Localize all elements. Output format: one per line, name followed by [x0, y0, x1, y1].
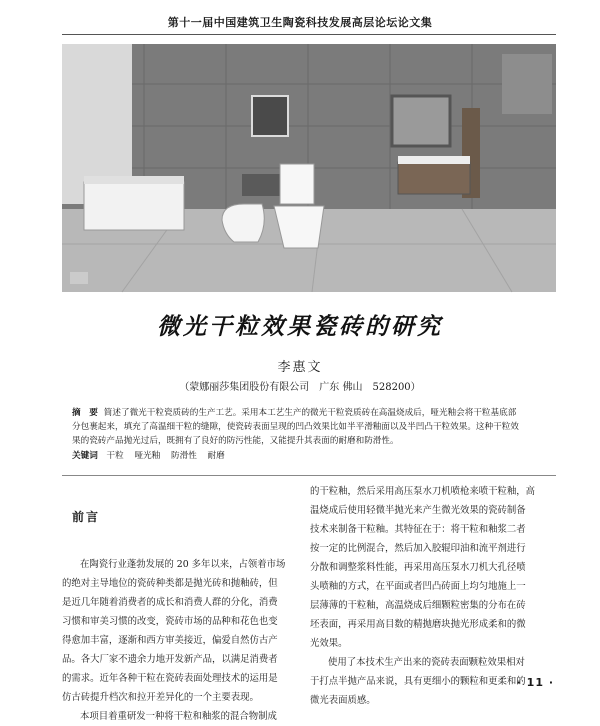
body-line: 技术来制备干粒釉。其特征在于：将干粒和釉浆二者 — [310, 524, 526, 535]
keywords-label: 关键词 — [72, 451, 98, 461]
bathroom-photo — [62, 44, 556, 292]
abstract-label: 摘 要 — [72, 408, 98, 418]
body-line: 品。各大厂家不遗余力地开发新产品，以满足消费者 — [62, 654, 278, 665]
body-line: 的绝对主导地位的瓷砖种类都是抛光砖和抛釉砖，但 — [62, 578, 278, 589]
section-heading: 前言 — [72, 510, 101, 524]
body-line: 坯表面，再采用高目数的精抛磨块抛光形成柔和的微 — [310, 619, 526, 630]
abstract-line — [72, 406, 546, 420]
abstract-line: 分包裹起来，填充了高温细干粒的缝隙，使瓷砖表面呈现的凹凸效果比如半平滑釉面以及半凹凸干粒效果。这种干粒效 — [72, 422, 519, 432]
body-line: 光效果。 — [310, 638, 348, 649]
page-number: · 11 · — [516, 676, 554, 689]
body-line: 温烧成后使用轻微半抛光来产生微光效果的瓷砖制备 — [310, 505, 526, 516]
body-line: 层薄薄的干粒釉，高温烧成后细颗粒密集的分布在砖 — [310, 600, 526, 611]
body-line: 仿古砖提升档次和拉开差异化的一个主要表现。 — [62, 692, 259, 703]
column-rule — [62, 475, 556, 476]
body-line: 使用了本技术生产出来的瓷砖表面颗粒效果相对 — [328, 657, 525, 668]
body-line: 的干粒釉，然后采用高压泵水刀机喷枪来喷干粒釉，高 — [310, 486, 536, 497]
body-line: 在陶瓷行业蓬勃发展的 20 多年以来，占领着市场 — [80, 559, 286, 570]
body-line: 分散和调整浆料性能，再采用高压泵水刀机大孔径喷 — [310, 562, 526, 573]
body-line: 得愈加丰富，逐渐和西方审美接近，偏爱自然仿古产 — [62, 635, 278, 646]
body-line: 微光表面质感。 — [310, 695, 376, 706]
keyword: 防滑性 — [171, 451, 197, 461]
photo-watermark — [70, 272, 88, 284]
abstract-line: 果的瓷砖产品抛光过后，既拥有了良好的防污性能，又能提升其表面的耐磨和防滑性。 — [72, 436, 399, 446]
body-line: 习惯和审美习惯的改变，瓷砖市场的品种和花色也变 — [62, 616, 278, 627]
paper-title: 微光干粒效果瓷砖的研究 — [157, 314, 443, 340]
author-name: 李惠文 — [277, 360, 323, 375]
header-rule — [62, 34, 556, 35]
keywords — [72, 449, 546, 463]
keyword: 耐磨 — [207, 451, 225, 461]
body-line: 是近几年随着消费者的成长和消费人群的分化，消费 — [62, 597, 278, 608]
author-affiliation: （蒙娜丽莎集团股份有限公司 广东 佛山 528200） — [179, 382, 421, 393]
body-line: 按一定的比例混合，然后加入胶辊印油和流平剂进行 — [310, 543, 526, 554]
bathroom-photo-icon — [62, 44, 556, 292]
abstract — [72, 406, 546, 463]
body-line: 头喷釉的方式，在平面或者凹凸砖面上均匀地施上一 — [310, 581, 526, 592]
body-line: 的需求。近年各种干粒在瓷砖表面处理技术的运用是 — [62, 673, 278, 684]
body-line: 本项目着重研发一种将干粒和釉浆的混合物制成 — [80, 711, 277, 722]
left-column — [62, 482, 298, 726]
running-header: 第十一届中国建筑卫生陶瓷科技发展高层论坛论文集 — [167, 16, 433, 29]
abstract-text: 简述了微光干粒瓷质砖的生产工艺。采用本工艺生产的微光干粒瓷质砖在高温烧成后，哑光釉会将干粒基底部 — [103, 408, 517, 418]
keyword: 哑光釉 — [134, 451, 161, 461]
keyword: 干粒 — [106, 451, 124, 461]
body-line: 于打点半抛产品来说，具有更细小的颗粒和更柔和的 — [310, 676, 526, 687]
